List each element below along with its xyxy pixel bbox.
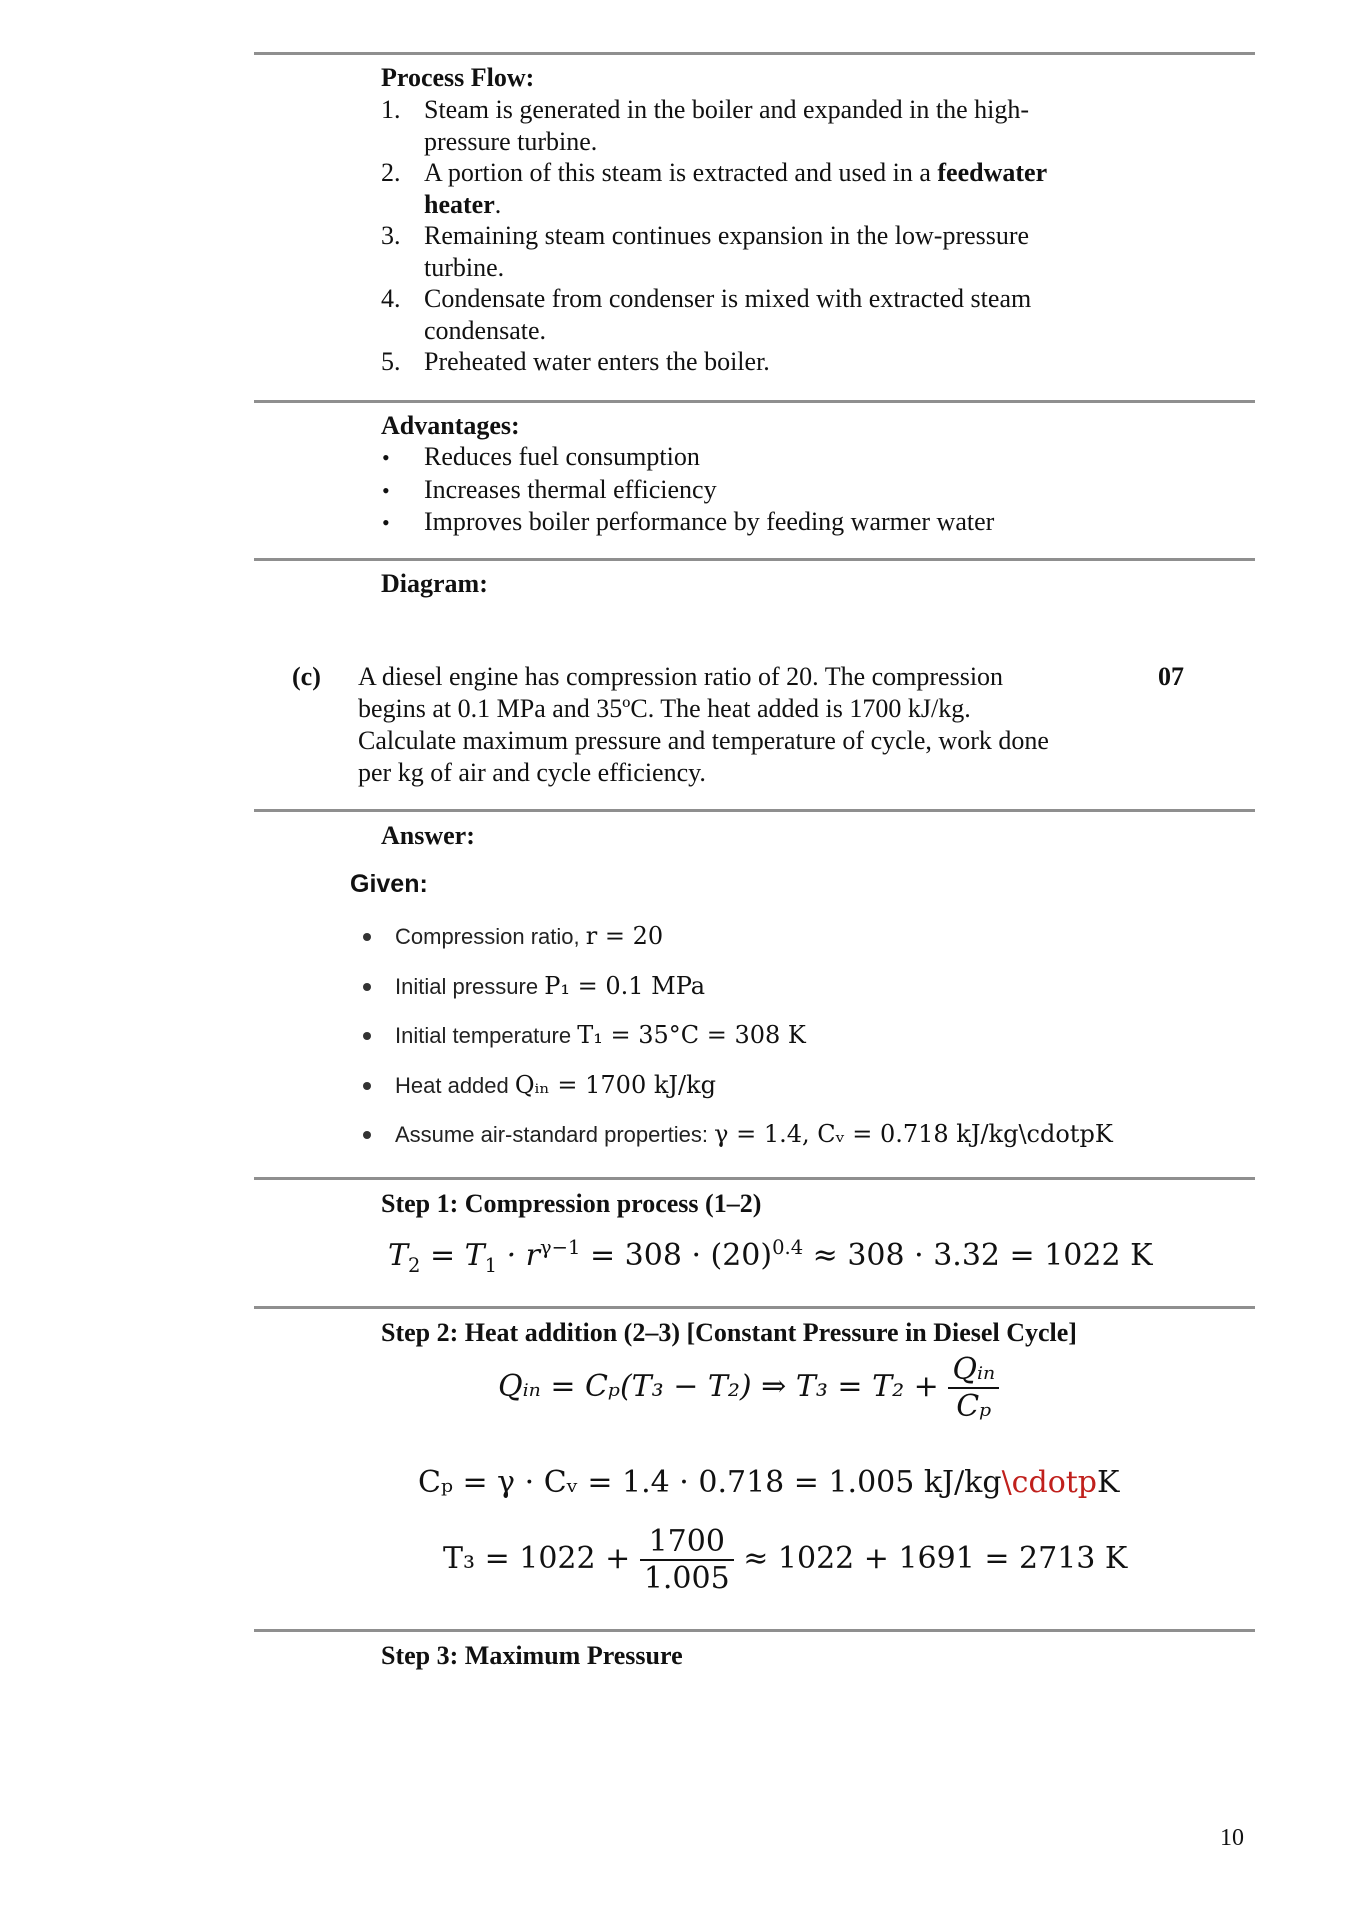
list-number: 5. (381, 347, 401, 376)
list-text: Preheated water enters the boiler. (424, 347, 770, 376)
given-item: Heat added Qᵢₙ = 1700 kJ/kg (395, 1071, 716, 1099)
question-line: begins at 0.1 MPa and 35ºC. The heat added is 1700 kJ/kg. (358, 694, 971, 723)
given-item: Compression ratio, r = 20 (395, 922, 664, 950)
divider (254, 1629, 1255, 1632)
divider (254, 558, 1255, 561)
bullet (363, 1131, 371, 1139)
list-number: 3. (381, 221, 401, 250)
question-line: per kg of air and cycle efficiency. (358, 758, 706, 787)
bullet (363, 983, 371, 991)
list-text: condensate. (424, 316, 547, 345)
list-number: 4. (381, 284, 401, 313)
bullet (363, 933, 371, 941)
question-marks: 07 (1158, 662, 1184, 691)
divider (254, 809, 1255, 812)
bullet: • (382, 478, 390, 503)
list-item: Increases thermal efficiency (424, 475, 717, 504)
step2-equation-1: Qᵢₙ = Cₚ(T₃ − T₂) ⇒ T₃ = T₂ + $\frac{\text{Qᵢₙ}}{\text{Cₚ}}$ (498, 1352, 999, 1424)
list-text: turbine. (424, 253, 505, 282)
list-text: Remaining steam continues expansion in the low-pressure (424, 221, 1030, 250)
list-item: Improves boiler performance by feeding warmer water (424, 507, 995, 536)
step1-equation: $T_2 = T_1 \cdot r^{\gamma-1} = 308 \cdot (20)^{0.4} \approx 308 \cdot 3.32 = 1022$ K (388, 1236, 1153, 1277)
page-number: 10 (1220, 1825, 1244, 1851)
process-flow-heading: Process Flow: (381, 63, 535, 92)
question-line: A diesel engine has compression ratio of 20. The compression (358, 662, 1004, 691)
diagram-heading: Diagram: (381, 569, 488, 598)
divider (254, 1177, 1255, 1180)
step2-equation-2: Cₚ = γ · Cᵥ = 1.4 · 0.718 = 1.005 kJ/kg\cdotpK (418, 1465, 1120, 1500)
list-text: Steam is generated in the boiler and expanded in the high- (424, 95, 1030, 124)
list-number: 2. (381, 158, 401, 187)
list-text: heater. (424, 190, 502, 219)
step1-heading: Step 1: Compression process (1–2) (381, 1189, 762, 1218)
divider (254, 52, 1255, 55)
answer-heading: Answer: (381, 821, 475, 850)
step3-heading: Step 3: Maximum Pressure (381, 1641, 683, 1670)
list-text: Condensate from condenser is mixed with extracted steam (424, 284, 1032, 313)
step2-heading: Step 2: Heat addition (2–3) [Constant Pressure in Diesel Cycle] (381, 1318, 1077, 1347)
given-item: Assume air-standard properties: γ = 1.4, Cᵥ = 0.718 kJ/kg\cdotpK (395, 1120, 1113, 1148)
bullet: • (382, 445, 390, 470)
given-item: Initial temperature T₁ = 35°C = 308 K (395, 1021, 806, 1049)
divider (254, 400, 1255, 403)
bullet (363, 1032, 371, 1040)
step2-equation-3: T₃ = 1022 + $\frac{1700}{1.005}$ ≈ 1022 + 1691 = 2713 K (443, 1524, 1128, 1596)
given-heading: Given: (350, 870, 428, 898)
list-item: Reduces fuel consumption (424, 442, 700, 471)
list-number: 1. (381, 95, 401, 124)
bullet (363, 1082, 371, 1090)
divider (254, 1306, 1255, 1309)
question-line: Calculate maximum pressure and temperature of cycle, work done (358, 726, 1049, 755)
question-label: (c) (292, 662, 321, 691)
given-item: Initial pressure P₁ = 0.1 MPa (395, 972, 706, 1000)
bullet: • (382, 510, 390, 535)
advantages-heading: Advantages: (381, 411, 520, 440)
list-text: A portion of this steam is extracted and used in a feedwater (424, 158, 1048, 187)
list-text: pressure turbine. (424, 127, 598, 156)
